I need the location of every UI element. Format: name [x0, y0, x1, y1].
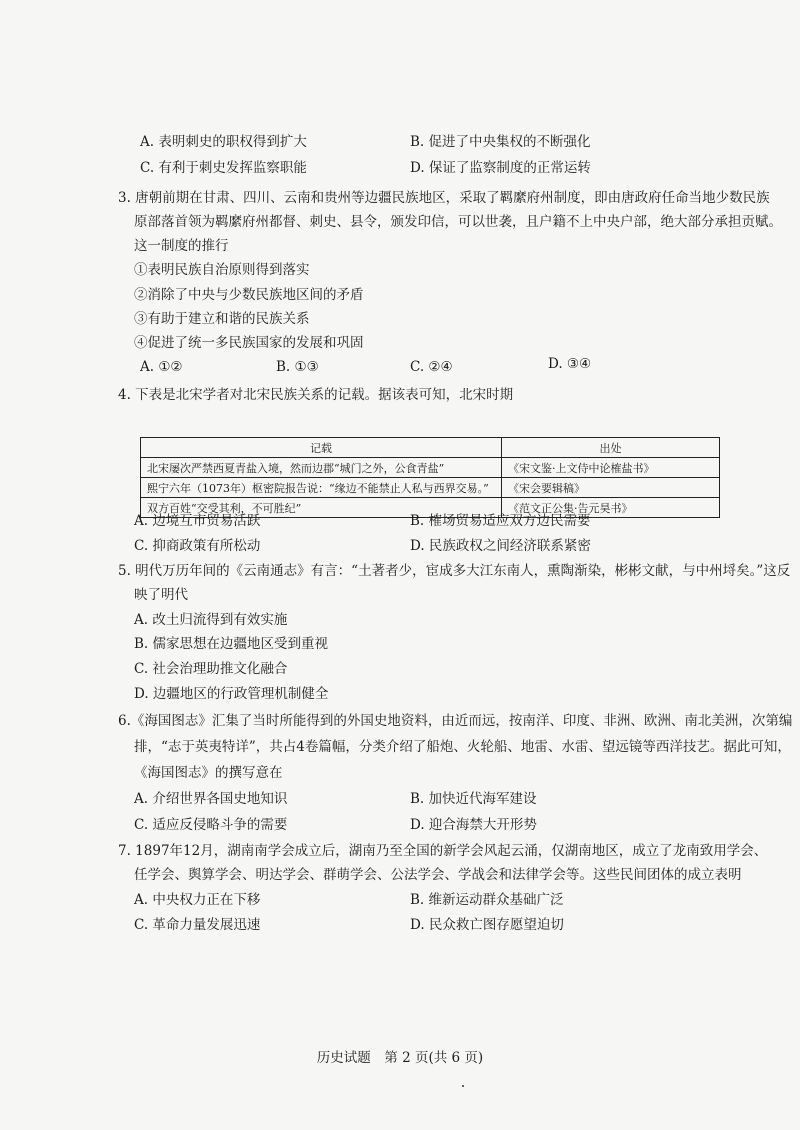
q6-stem-line1: 6.《海国图志》汇集了当时所能得到的外国史地资料，由近而远，按南洋、印度、非洲、欧洲、南北美洲，次第编: [118, 713, 793, 729]
q3-option-a: A. ①②: [140, 359, 183, 375]
table-cell-record: 北宋屡次严禁西夏青盐入境，然而边郡“城门之外，公食青盐”: [141, 458, 502, 478]
q5-stem-line1: 5. 明代万历年间的《云南通志》有言：“土著者少，宦成多大江东南人，熏陶渐染，彬彬文献，与中州埒矣。”这反: [118, 563, 791, 579]
table-row: [141, 478, 720, 498]
q2-option-c: C. 有利于刺史发挥监察职能: [140, 160, 307, 176]
q5-stem-line2: 映了明代: [134, 587, 188, 603]
q7-option-b: B. 维新运动群众基础广泛: [410, 892, 564, 908]
table-header-row: [141, 438, 720, 458]
q6-option-b: B. 加快近代海军建设: [410, 791, 537, 807]
q2-option-a: A. 表明刺史的职权得到扩大: [140, 134, 307, 150]
table-header-record: 记载: [141, 438, 502, 458]
page-footer: 历史试题 第 2 页(共 6 页): [316, 1050, 484, 1066]
q2-option-d: D. 保证了监察制度的正常运转: [410, 160, 591, 176]
q3-statement-3: ③有助于建立和谐的民族关系: [134, 311, 310, 327]
table-cell-record: 熙宁六年（1073年）枢密院报告说：“缘边不能禁止人私与西界交易。”: [141, 478, 502, 498]
q3-option-b: B. ①③: [276, 359, 319, 375]
q3-stem-line1: 3. 唐朝前期在甘肃、四川、云南和贵州等边疆民族地区，采取了羁縻府州制度，即由唐政府任命当地少数民族: [118, 190, 770, 206]
q7-stem-line2: 任学会、舆算学会、明达学会、群萌学会、公法学会、学战会和法律学会等。这些民间团体的成立表明: [134, 867, 742, 883]
q3-option-c: C. ②④: [410, 359, 453, 375]
q5-option-d: D. 边疆地区的行政管理机制健全: [134, 686, 329, 702]
q5-option-a: A. 改土归流得到有效实施: [134, 612, 288, 628]
q4-option-c: C. 抑商政策有所松动: [134, 538, 261, 554]
q2-option-b: B. 促进了中央集权的不断强化: [410, 134, 591, 150]
q3-stem-line3: 这一制度的推行: [134, 238, 229, 254]
q4-stem: 4. 下表是北宋学者对北宋民族关系的记载。据该表可知，北宋时期: [118, 387, 514, 403]
q5-option-b: B. 儒家思想在边疆地区受到重视: [134, 636, 329, 652]
q6-option-c: C. 适应反侵略斗争的需要: [134, 817, 288, 833]
q3-statement-4: ④促进了统一多民族国家的发展和巩固: [134, 335, 364, 351]
table-row: [141, 458, 720, 478]
q3-statement-1: ①表明民族自治原则得到落实: [134, 262, 310, 278]
table-header-source: 出处: [502, 438, 720, 458]
q6-stem-line3: 《海国图志》的撰写意在: [134, 765, 283, 781]
q4-option-d: D. 民族政权之间经济联系紧密: [410, 538, 591, 554]
q6-stem-line2: 排，“志于英夷特详”，共占4卷篇幅，分类介绍了船炮、火轮船、地雷、水雷、望远镜等西洋技艺。据此可知，: [134, 739, 791, 755]
q3-option-d: D. ③④: [548, 356, 592, 372]
q4-option-a: A. 边境互市贸易活跃: [134, 513, 261, 529]
q7-option-d: D. 民众救亡图存愿望迫切: [410, 917, 564, 933]
q6-option-a: A. 介绍世界各国史地知识: [134, 791, 288, 807]
q3-stem-line2: 原部落首领为羁縻府州都督、刺史、县令，颁发印信，可以世袭，且户籍不上中央户部，绝大部分承担贡赋。: [134, 214, 782, 230]
q7-stem-line1: 7. 1897年12月，湖南南学会成立后，湖南乃至全国的新学会风起云涌，仅湖南地区，成立了龙南致用学会、: [118, 843, 768, 859]
q4-records-table: [140, 437, 720, 518]
scan-speck: [462, 1085, 464, 1087]
q7-option-c: C. 革命力量发展迅速: [134, 917, 261, 933]
table-cell-source: 《宋文鉴·上文侍中论榷盐书》: [502, 458, 720, 478]
q3-statement-2: ②消除了中央与少数民族地区间的矛盾: [134, 287, 364, 303]
table-cell-source: 《范文正公集·告元昊书》: [502, 498, 720, 518]
q6-option-d: D. 迎合海禁大开形势: [410, 817, 537, 833]
q4-option-b: B. 榷场贸易适应双方边民需要: [410, 513, 591, 529]
q5-option-c: C. 社会治理助推文化融合: [134, 661, 288, 677]
q7-option-a: A. 中央权力正在下移: [134, 892, 261, 908]
table-cell-source: 《宋会要辑稿》: [502, 478, 720, 498]
table-cell-record: 双方百姓“交受其利，不可胜纪”: [141, 498, 502, 518]
